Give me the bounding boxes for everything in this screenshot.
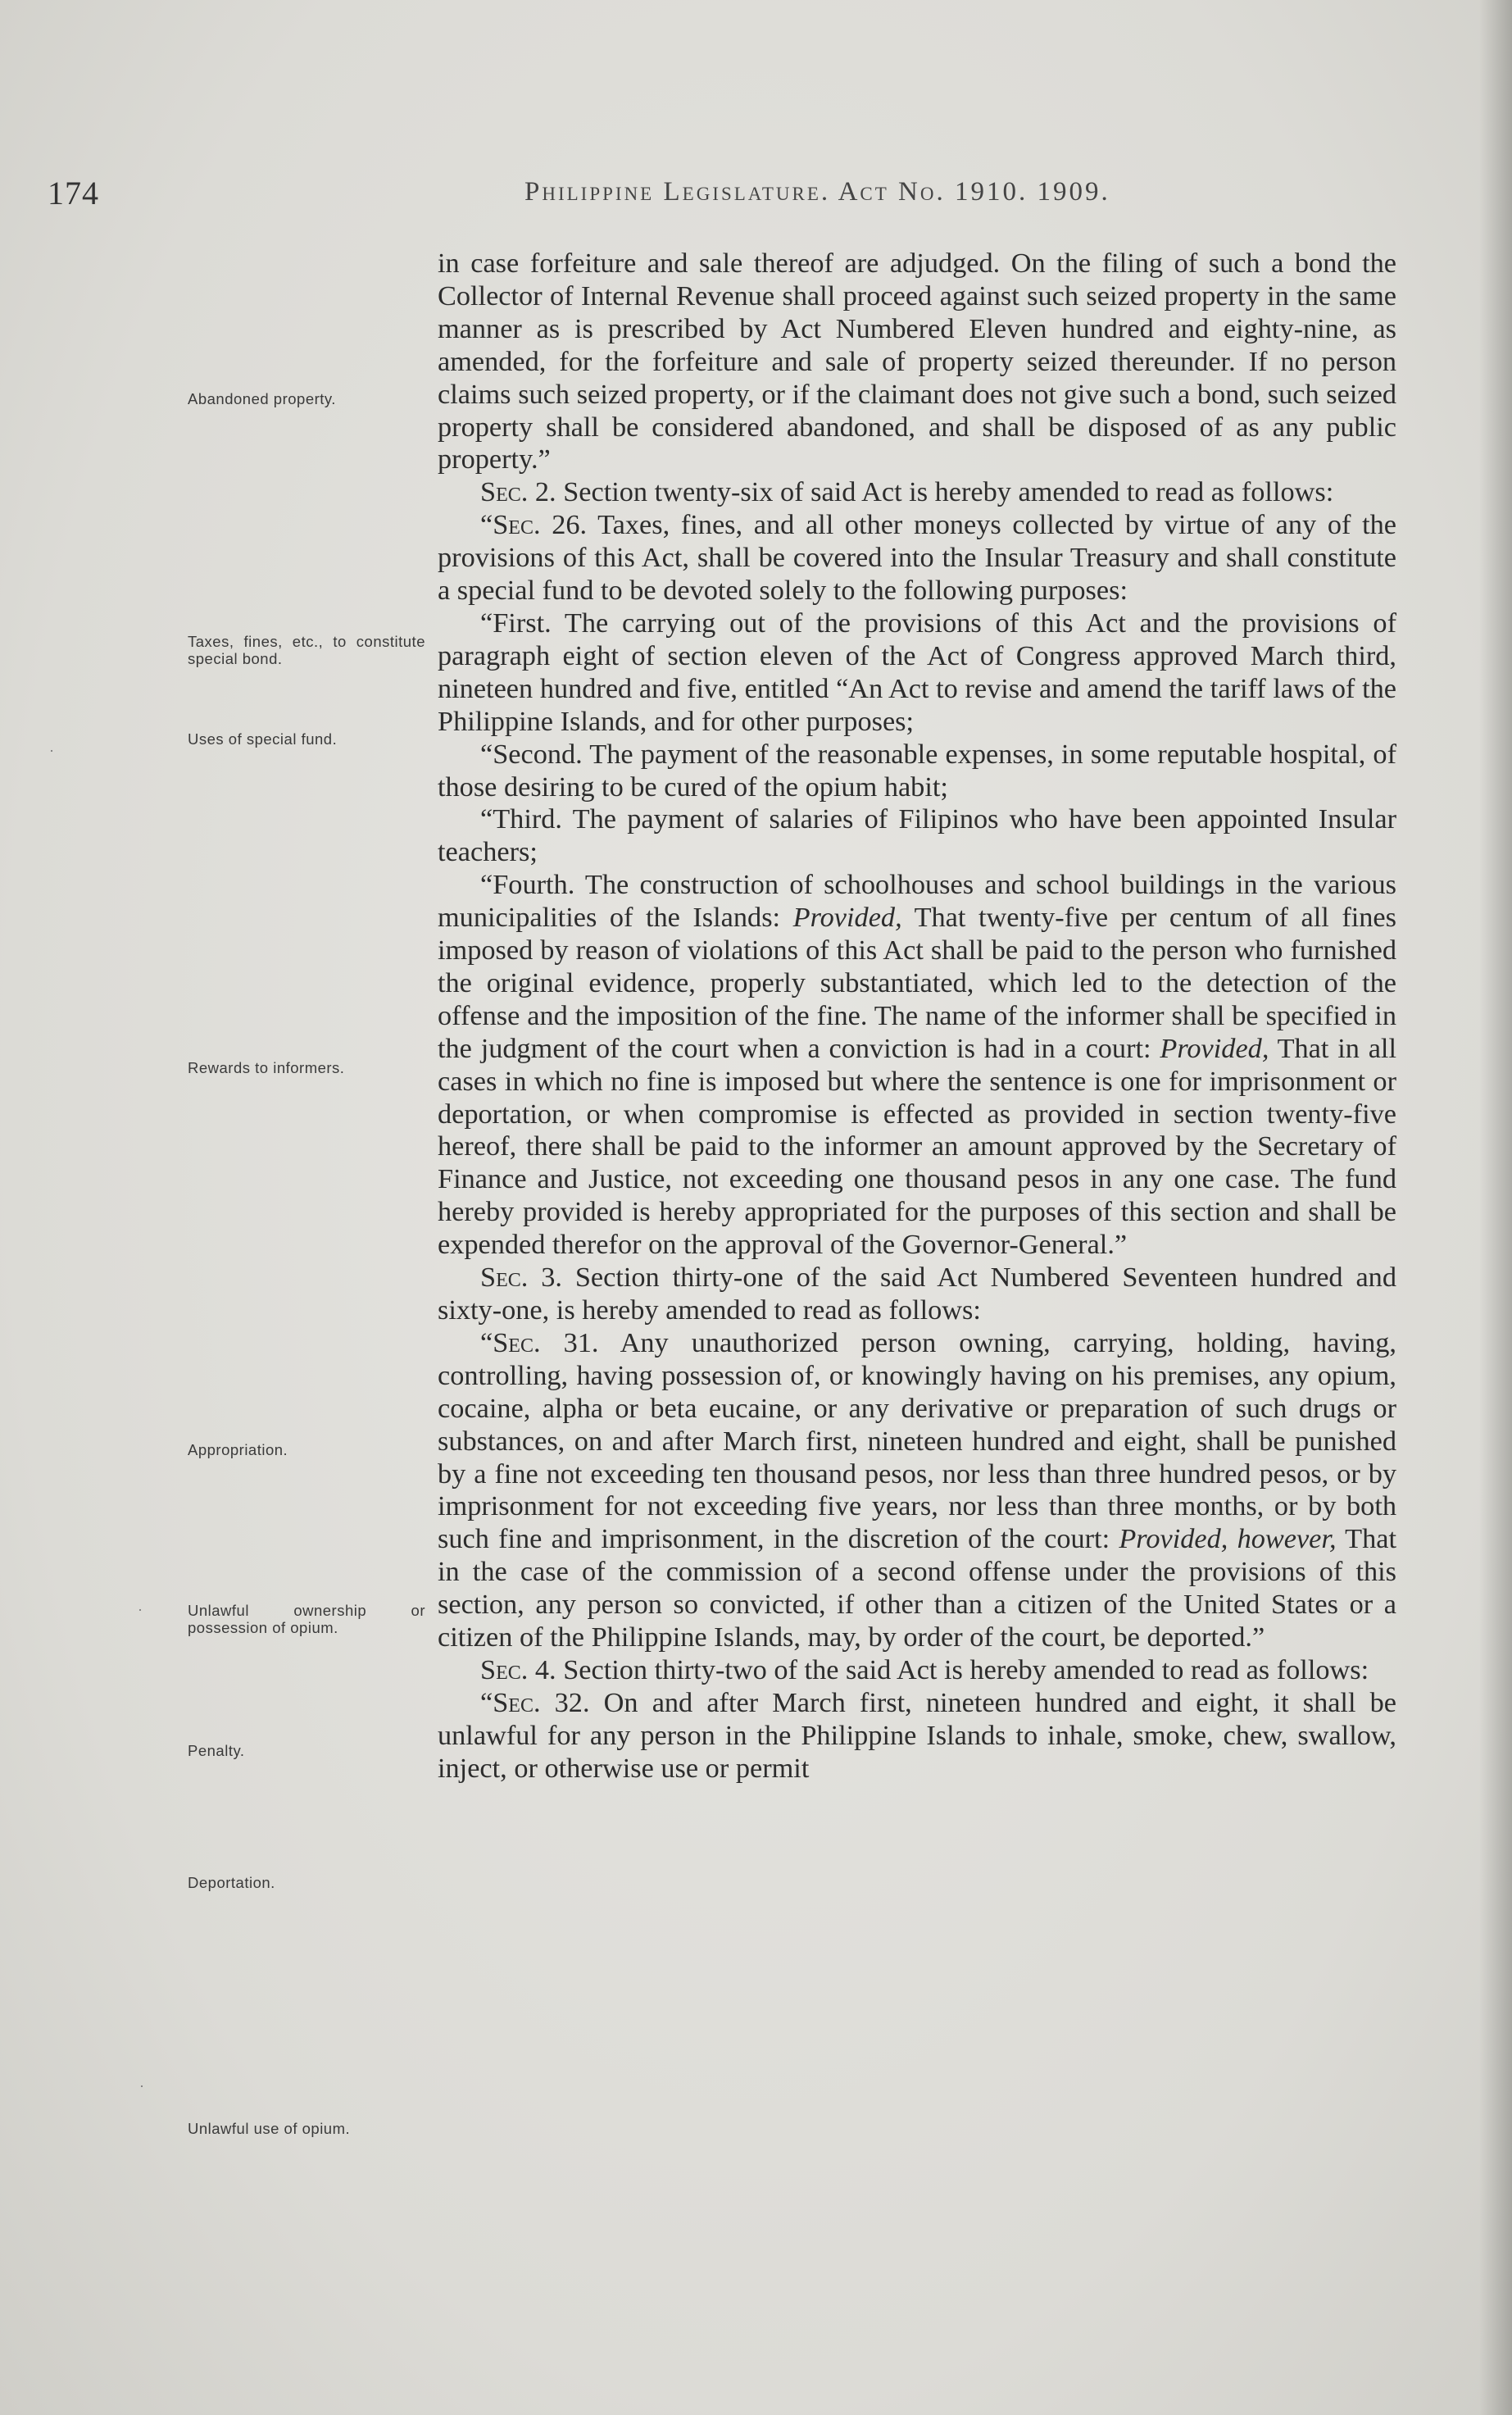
paragraph-fourth: “Fourth. The construction of schoolhouses and school buildings in the various municipalities of the Islands: Provided, That twenty-five per centum of all fines imposed by reason of violations of this Act shall be paid to the person who furnished the original evidence, properly substantiated, which led to the detection of the offense and the imposition of the fine. The name of the informer shall be specified in the judgment of the court when a conviction is had in a court: Provided, That in all cases in which no fine is imposed but where the sentence is one for imprisonment or deportation, or when compromise is effected as provided in section twenty-five hereof, there shall be paid to the informer an amount approved by the Secretary of Finance and Justice, not exceeding one thousand pesos in any one case. The fund hereby provided is hereby appropriated for the purposes of this section and shall be expended therefor on the approval of the Governor-General.” <box>438 869 1396 1261</box>
margin-note-unlawful-use: Unlawful use of opium. <box>188 2120 351 2137</box>
paper-speck: · <box>49 743 54 759</box>
running-head: Philippine Legislature. Act No. 1910. 1909. <box>524 177 1110 207</box>
body-text <box>438 248 1396 1785</box>
margin-note-uses-of-fund: Uses of special fund. <box>188 730 338 748</box>
paper-speck: · <box>139 2078 144 2094</box>
paragraph-second: “Second. The payment of the reasonable expenses, in some reputable hospital, of those desiring to be cured of the opium habit; <box>438 738 1396 803</box>
paragraph-third: “Third. The payment of salaries of Filipinos who have been appointed Insular teachers; <box>438 803 1396 868</box>
margin-note-penalty: Penalty. <box>188 1742 245 1759</box>
paragraph-sec-2: Sec. 2. Section twenty-six of said Act is hereby amended to read as follows: <box>480 476 1334 508</box>
paragraph-first: “First. The carrying out of the provisions of this Act and the provisions of paragraph eight of section eleven of the Act of Congress approved March third, nineteen hundred and five, entitled “An Act to revise and amend the tariff laws of the Philippine Islands, and for other purposes; <box>438 607 1396 737</box>
paper-speck: · <box>138 1602 143 1618</box>
paragraph-sec-4: Sec. 4. Section thirty-two of the said Act is hereby amended to read as follows: <box>480 1653 1369 1685</box>
margin-note-appropriation: Appropriation. <box>188 1441 288 1458</box>
paragraph-sec-31: “Sec. 31. Any unauthorized person owning, carrying, holding, having, controlling, having possession of, or knowingly having on his premises, any opium, cocaine, alpha or beta eucaine, or any derivative or preparation of such drugs or substances, on and after March first, nineteen hundred and eight, shall be punished by a fine not exceeding ten thousand pesos, nor less than three hundred pesos, or by imprisonment for not exceeding five years, nor less than three months, or by both such fine and imprisonment, in the discretion of the court: Provided, however, That in the case of the commission of a second offense under the provisions of this section, any person so convicted, if other than a citizen of the United States or a citizen of the Philippine Islands, may, by order of the court, be deported.” <box>438 1326 1396 1653</box>
page-edge-shadow <box>1479 0 1512 2415</box>
margin-note-deportation: Deportation. <box>188 1874 275 1891</box>
margin-note-unlawful-ownership: Unlawful ownership or possession of opium. <box>188 1602 425 1636</box>
paragraph-sec-26: “Sec. 26. Taxes, fines, and all other moneys collected by virtue of any of the provisions of this Act, shall be covered into the Insular Treasury and shall constitute a special fund to be devoted solely to the following purposes: <box>438 509 1396 607</box>
margin-note-special-bond: Taxes, fines, etc., to constitute special bond. <box>188 633 425 667</box>
paragraph-sec-3: Sec. 3. Section thirty-one of the said Act Numbered Seventeen hundred and sixty-one, is hereby amended to read as follows: <box>438 1262 1396 1326</box>
margin-note-abandoned-property: Abandoned property. <box>188 390 336 407</box>
paragraph-continuation: in case forfeiture and sale thereof are adjudged. On the filing of such a bond the Collector of Internal Revenue shall proceed against such seized property in the same manner as is prescribed by Act Numbered Eleven hundred and eighty-nine, as amended, for the forfeiture and sale of property seized thereunder. If no person claims such seized property, or if the claimant does not give such a bond, such seized property shall be considered abandoned, and shall be disposed of as any public property.” <box>438 248 1396 475</box>
paragraph-sec-32: “Sec. 32. On and after March first, nineteen hundred and eight, it shall be unlawful for any person in the Philippine Islands to inhale, smoke, chew, swallow, inject, or otherwise use or permit <box>438 1686 1396 1784</box>
margin-note-rewards: Rewards to informers. <box>188 1059 345 1076</box>
page-number: 174 <box>48 175 99 211</box>
